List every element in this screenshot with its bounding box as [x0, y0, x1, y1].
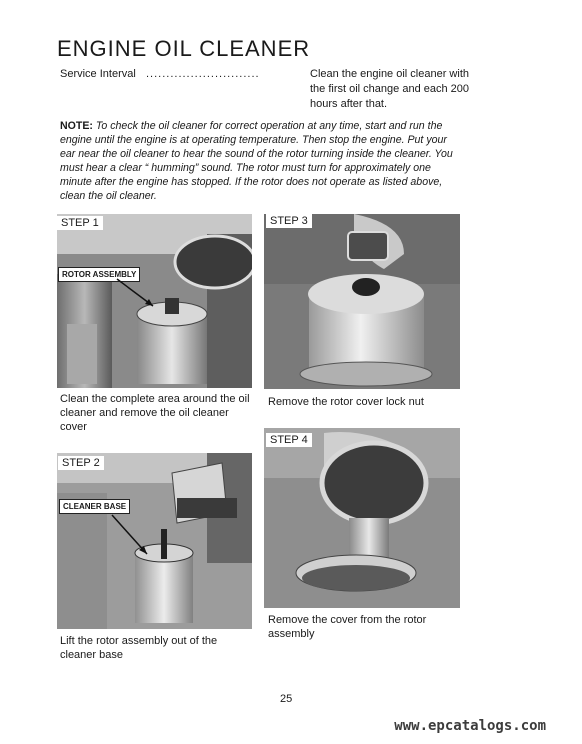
- page-number: 25: [280, 693, 293, 705]
- step-4-caption: Remove the cover from the rotor assembly: [268, 614, 427, 640]
- step-2-label: STEP 2: [58, 456, 104, 470]
- rotor-cover-removal-illustration: [264, 428, 460, 608]
- step-1-label: STEP 1: [57, 216, 103, 230]
- step-1-caption: Clean the complete area around the oil cleaner and remove the oil cleaner cover: [60, 393, 250, 433]
- page-title: ENGINE OIL CLEANER: [57, 36, 311, 61]
- step-1-photo: [57, 214, 252, 388]
- cleaner-base-callout: CLEANER BASE: [59, 499, 130, 514]
- note-label: NOTE:: [60, 120, 93, 132]
- service-interval-text: Clean the engine oil cleaner with the first oil change and each 200 hours after that.: [310, 68, 470, 110]
- note-text: To check the oil cleaner for correct operation at any time, start and run the engine until the engine is at operating temperature. Then stop the engine. Put your ear near the oil cleaner to hear the sound of the rotor turning inside the cleaner. You must hear a clear “ humming” sound. The rotor must turn for approximately one minute after the engine has stopped. If the rotor does not operate as listed above, clean the oil cleaner.: [60, 120, 453, 202]
- watermark: www.epcatalogs.com: [394, 718, 546, 734]
- service-interval-label: Service Interval: [60, 68, 136, 80]
- step-3-caption: Remove the rotor cover lock nut: [268, 396, 424, 408]
- service-interval-leader-dots: ............................: [146, 68, 260, 80]
- rotor-cover-lock-nut-illustration: [264, 214, 460, 389]
- step-2-caption: Lift the rotor assembly out of the cleaner base: [60, 635, 218, 661]
- step-3-photo: [264, 214, 460, 389]
- step-3-label: STEP 3: [266, 214, 312, 228]
- callout-arrow-icon: [57, 214, 252, 388]
- step-2-photo: [57, 453, 252, 629]
- rotor-assembly-callout: ROTOR ASSEMBLY: [58, 267, 140, 282]
- step-4-photo: [264, 428, 460, 608]
- note-paragraph: [60, 120, 462, 203]
- step-4-label: STEP 4: [266, 433, 312, 447]
- callout-arrow-icon: [57, 453, 252, 629]
